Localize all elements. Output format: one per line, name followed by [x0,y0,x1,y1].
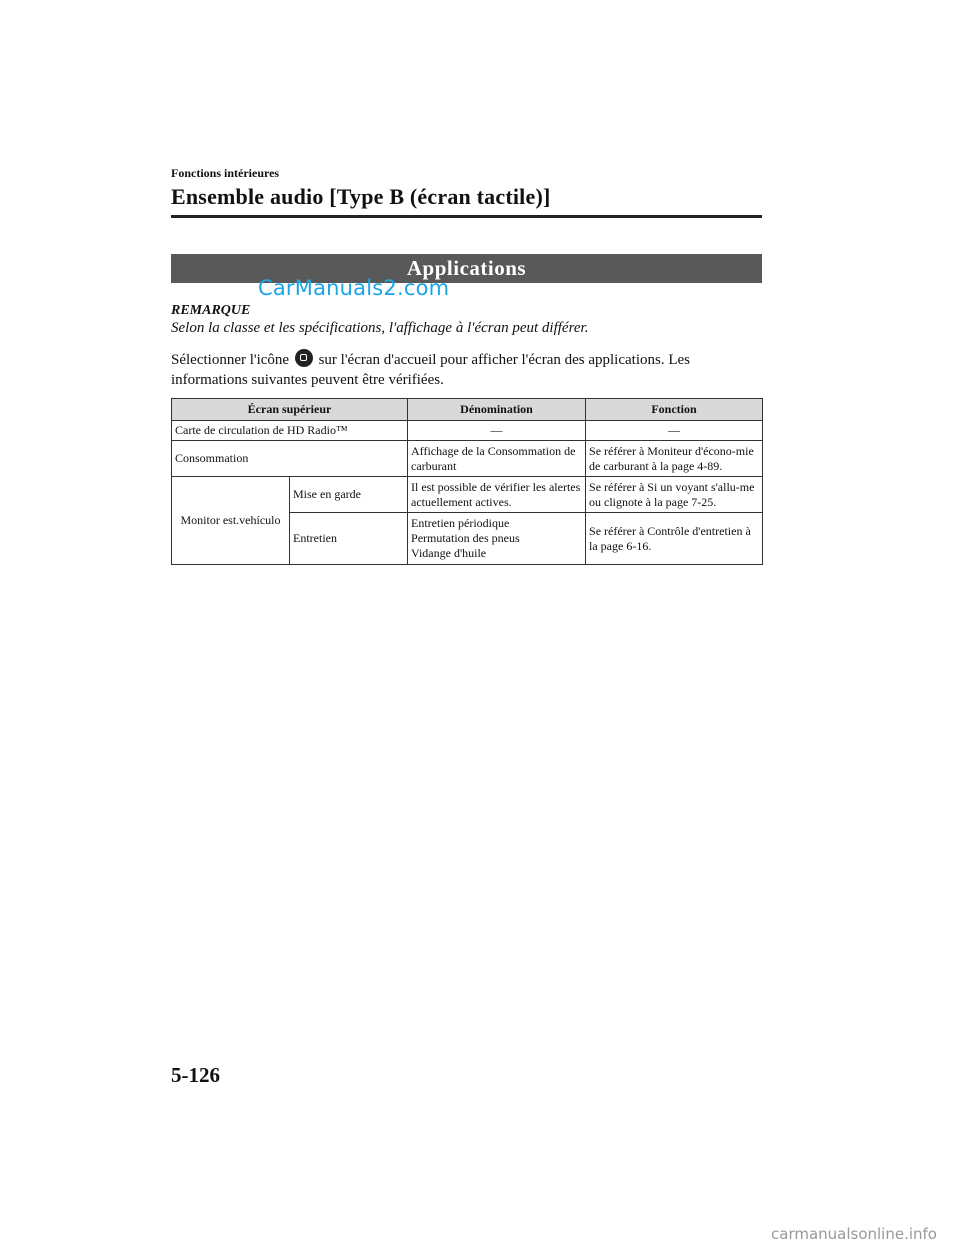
cell-name: Affichage de la Consommation de carburant [408,441,586,477]
table-row [172,477,763,513]
applications-icon [295,349,313,367]
cell-function: Se référer à Contrôle d'entretien à la page 6-16. [586,513,763,565]
applications-table [171,398,763,565]
cell-name [408,513,586,565]
note-label: REMARQUE [171,303,251,318]
cell-function: Se référer à Si un voyant s'allu-me ou clignote à la page 7-25. [586,477,763,513]
note-text: Selon la classe et les spécifications, l'affichage à l'écran peut différer. [171,320,589,336]
intro-text-after: sur l'écran d'accueil pour afficher l'écran des applications. Les informations suivantes peuvent être vérifiées. [171,352,690,388]
cell-screen: Carte de circulation de HD Radio™ [172,421,408,441]
cell-screen: Consommation [172,441,408,477]
header-denomination: Dénomination [408,399,586,421]
watermark: CarManuals2.com [258,276,450,300]
page-title: Ensemble audio [Type B (écran tactile)] [171,184,551,209]
title-divider [171,215,762,218]
table-header-row [172,399,763,421]
cell-function: — [586,421,763,441]
cell-name: Il est possible de vérifier les alertes actuellement actives. [408,477,586,513]
intro-text-before: Sélectionner l'icône [171,352,290,368]
table-row [172,421,763,441]
applications-banner: Applications [171,254,762,283]
cell-sub-label: Mise en garde [290,477,408,513]
section-label: Fonctions intérieures [171,166,280,180]
name-line: Entretien périodique [411,516,510,530]
header-ecran: Écran supérieur [172,399,408,421]
intro-paragraph [171,349,751,390]
cell-screen: Monitor est.vehículo [172,477,290,565]
name-line: Permutation des pneus [411,531,520,545]
cell-function: Se référer à Moniteur d'écono-mie de carburant à la page 4-89. [586,441,763,477]
page-number: 5-126 [171,1063,220,1087]
table-row [172,441,763,477]
name-line: Vidange d'huile [411,546,487,560]
footer-site: carmanualsonline.info [771,1225,937,1243]
header-fonction: Fonction [586,399,763,421]
cell-name: — [408,421,586,441]
cell-sub-label: Entretien [290,513,408,565]
